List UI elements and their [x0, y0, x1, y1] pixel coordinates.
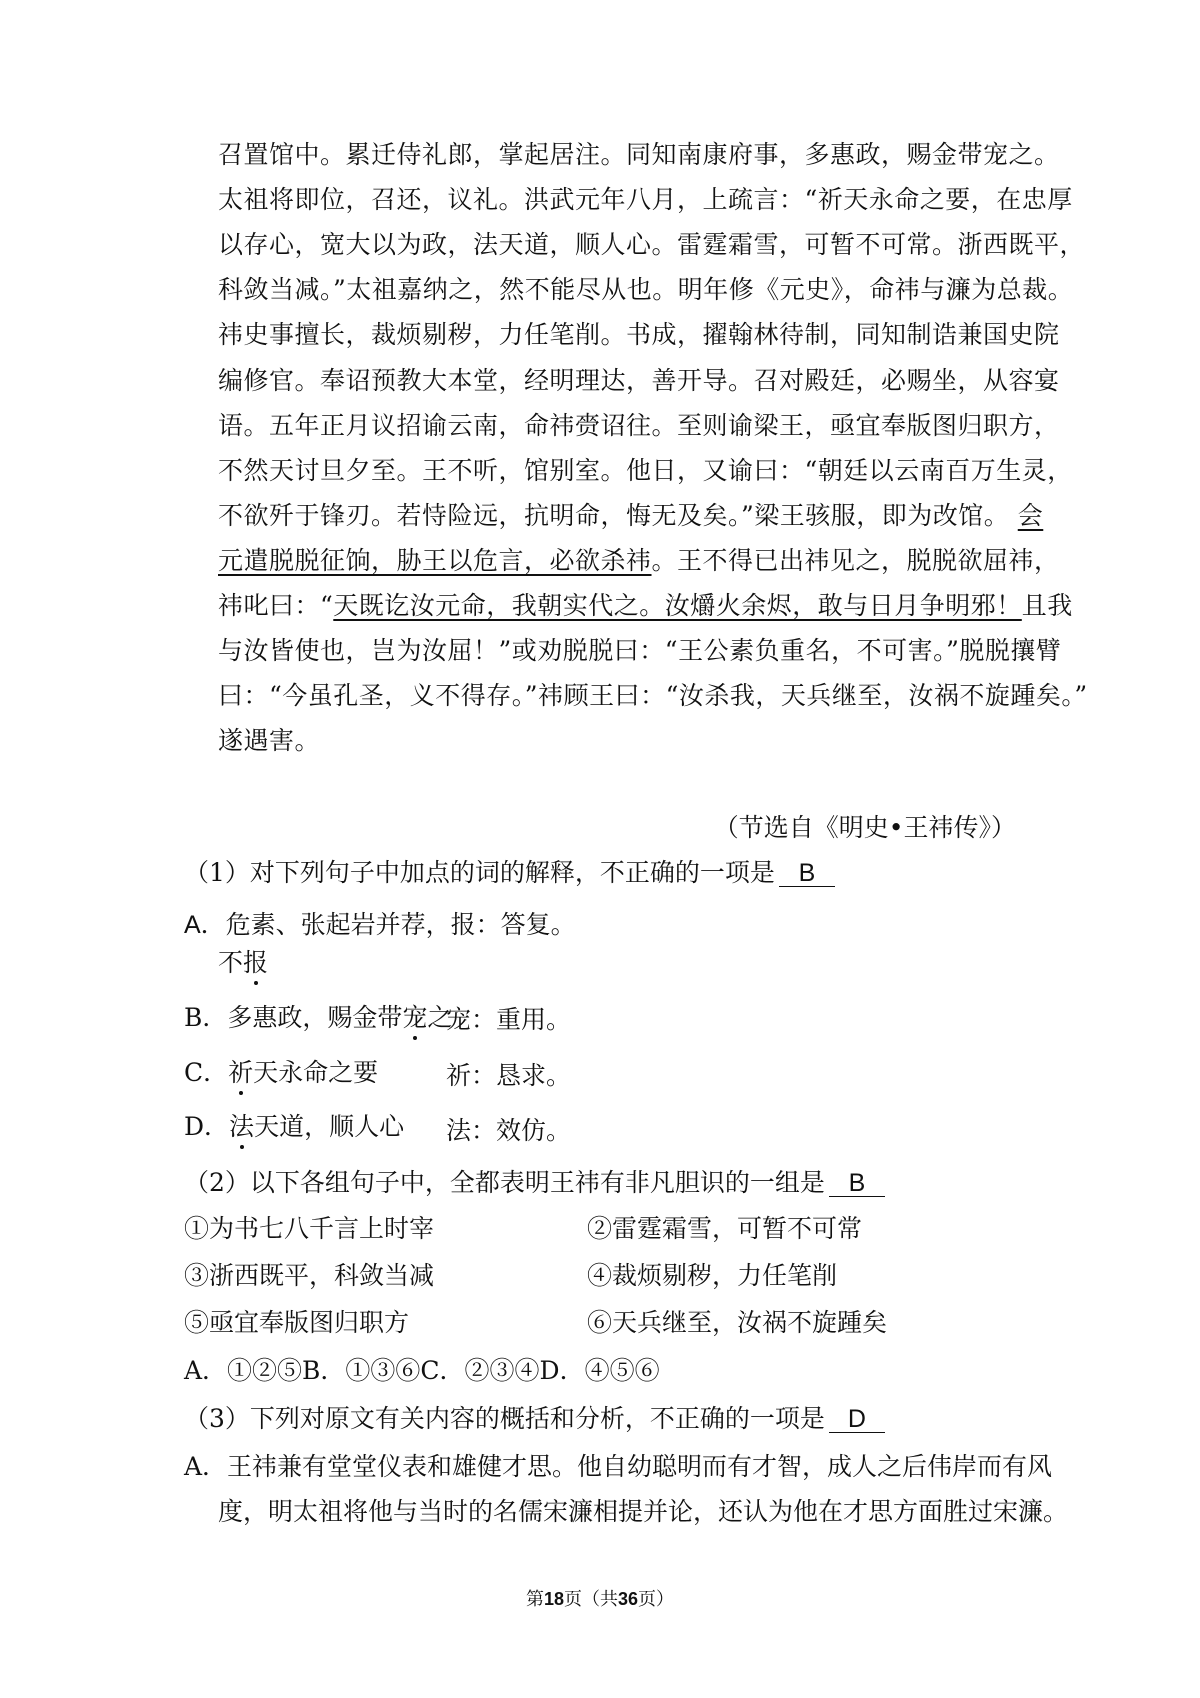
passage-line: 科敛当减。”太祖嘉纳之，然不能尽从也。明年修《元史》，命祎与濂为总裁。 [218, 275, 1074, 304]
passage-source: （节选自《明史•王祎传》） [713, 813, 1016, 842]
question-stem: （1）对下列句子中加点的词的解释，不正确的一项是 [184, 858, 775, 887]
total-pages: 36 [618, 1589, 639, 1609]
q1-option-b-gloss: 宠：重用。 [446, 1005, 572, 1034]
dotted-word: 报 [243, 948, 269, 977]
q3-option-a-line: A．王祎兼有堂堂仪表和雄健才思。他自幼聪明而有才智，成人之后伟岸而有风 [184, 1452, 1053, 1481]
question-stem: （3）下列对原文有关内容的概括和分析，不正确的一项是 [184, 1404, 825, 1433]
answer-blank: D [829, 1406, 885, 1433]
dotted-word: 法 [229, 1112, 255, 1141]
q1-option-d [184, 1112, 404, 1142]
q2-item: ①为书七八千言上时宰 [184, 1214, 435, 1243]
footer-text: 页（共 [564, 1589, 618, 1610]
q2-item: ⑤亟宜奉版图归职方 [184, 1308, 410, 1337]
underlined-sentence: 天既讫汝元命，我朝实代之。汝爝火余烬，敢与日月争明邪！ [333, 591, 1022, 620]
option-text: B．多惠政，赐金带 [184, 1003, 403, 1032]
q1-option-d-gloss: 法：效仿。 [446, 1116, 572, 1145]
footer-text: 页） [638, 1589, 675, 1610]
page-number: 18 [543, 1589, 564, 1609]
q2-item: ④裁烦剔秽，力任笔削 [587, 1261, 838, 1290]
q1-option-c-gloss: 祈：恳求。 [446, 1061, 572, 1090]
passage-text: 且我 [1021, 591, 1073, 620]
q1-option-a [184, 910, 576, 940]
dotted-word: 宠 [402, 1003, 428, 1032]
passage-line: 以存心，宽大以为政，法天道，顺人心。雷霆霜雪，可暂不可常。浙西既平， [218, 230, 1086, 259]
q1-option-a-sentence [218, 948, 268, 978]
passage-line: 遂遇害。 [218, 726, 321, 755]
option-text: 天道，顺人心 [254, 1112, 405, 1141]
dotted-word: 祈 [228, 1058, 254, 1087]
option-text: 天永命之要 [253, 1058, 379, 1087]
q2-choices: A．①②⑤B．①③⑥C．②③④D．④⑤⑥ [184, 1356, 660, 1385]
underlined-sentence: 元遣脱脱征饷，胁王以危言，必欲杀祎 [218, 546, 652, 575]
option-text: A．危素、张起岩并荐，报：答复。 [184, 911, 576, 939]
passage-text: 不欲歼于锋刃。若恃险远，抗明命，悔无及矣。”梁王骇服，即为改馆。 [218, 501, 1010, 530]
q1-option-b [184, 1003, 452, 1033]
passage-text: 祎叱曰：“ [218, 591, 334, 620]
q2-item: ③浙西既平，科敛当减 [184, 1261, 435, 1290]
question-2 [184, 1168, 885, 1198]
q2-item: ⑥天兵继至，汝祸不旋踵矣 [587, 1308, 888, 1337]
option-text: 不 [218, 948, 244, 977]
passage-line: 祎史事擅长，裁烦剔秽，力任笔削。书成，擢翰林待制，同知制诰兼国史院 [218, 320, 1060, 349]
passage-text: 。王不得已出祎见之，脱脱欲屈祎， [651, 546, 1060, 575]
answer-blank: B [829, 1170, 885, 1197]
question-3 [184, 1404, 885, 1434]
option-text: D． [184, 1112, 230, 1141]
option-text: C． [184, 1058, 229, 1087]
q2-item: ②雷霆霜雪，可暂不可常 [587, 1214, 863, 1243]
q3-option-a-line: 度，明太祖将他与当时的名儒宋濂相提并论，还认为他在才思方面胜过宋濂。 [218, 1497, 1069, 1526]
passage-line [218, 591, 1073, 621]
passage-line: 语。五年正月议招谕云南，命祎赍诏往。至则谕梁王，亟宜奉版图归职方， [218, 411, 1060, 440]
passage-line: 太祖将即位，召还，议礼。洪武元年八月，上疏言：“祈天永命之要，在忠厚 [218, 185, 1073, 214]
page-footer [0, 1585, 1200, 1611]
footer-text: 第 [525, 1589, 544, 1610]
passage-line: 召置馆中。累迁侍礼郎，掌起居注。同知南康府事，多惠政，赐金带宠之。 [218, 140, 1060, 169]
underlined-sentence: 会 [1017, 501, 1044, 530]
question-1 [184, 858, 835, 888]
option-text: 之 [427, 1003, 453, 1032]
passage-line [218, 546, 1060, 576]
passage-line: 编修官。奉诏预教大本堂，经明理达，善开导。召对殿廷，必赐坐，从容宴 [218, 366, 1060, 395]
passage-line: 曰：“今虽孔圣，义不得存。”祎顾王曰：“汝杀我，天兵继至，汝祸不旋踵矣。” [218, 681, 1088, 710]
passage-line [218, 501, 1043, 531]
q1-option-c [184, 1058, 378, 1088]
passage-line: 不然天讨旦夕至。王不听，馆别室。他日，又谕曰：“朝廷以云南百万生灵， [218, 456, 1073, 485]
passage-line: 与汝皆使也，岂为汝屈！”或劝脱脱曰：“王公素负重名，不可害。”脱脱攘臂 [218, 636, 1062, 665]
question-stem: （2）以下各组句子中，全都表明王祎有非凡胆识的一组是 [184, 1168, 825, 1197]
answer-blank: B [779, 860, 835, 887]
